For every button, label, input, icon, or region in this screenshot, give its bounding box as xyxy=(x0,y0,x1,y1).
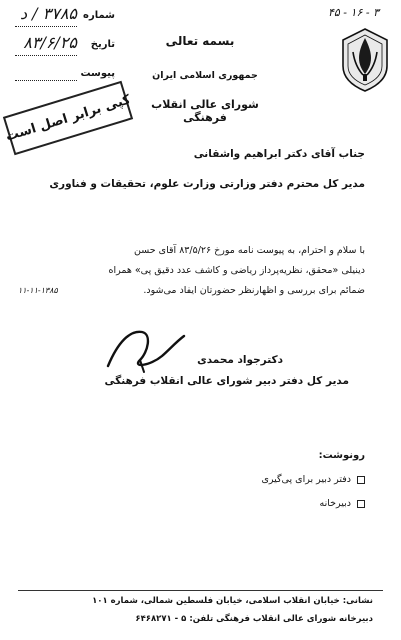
emblem-icon xyxy=(335,26,395,94)
reference-attachment-label: پیوست xyxy=(80,68,115,79)
reference-attachment-line xyxy=(15,80,77,81)
reference-date-label: تاریخ xyxy=(90,39,115,50)
reference-date-line xyxy=(15,55,77,56)
reference-number-line xyxy=(15,26,77,27)
letterhead-line2: شورای عالی انقلاب فرهنگی xyxy=(151,98,259,124)
body-marginal-date: ۱۱-۱۱-۱۳۸۵ xyxy=(18,286,58,295)
corner-note: ۳ - ۱۶ - ۴۵ xyxy=(327,6,379,19)
body-line-2: دینیلی «محقق، نظریه‌پرداز ریاضی و کاشف عدد دقیق پی» همراه xyxy=(108,265,365,276)
footer-divider xyxy=(18,590,383,591)
letterhead-invocation: بسمه تعالی xyxy=(165,34,235,48)
signatory-name: دکترجواد محمدی xyxy=(197,354,283,366)
recipient-title: مدیر کل محترم دفتر وزارتی وزارت علوم، تحقیقات و فناوری xyxy=(49,178,365,190)
recipient-name: جناب آقای دکتر ابراهیم واشقانی xyxy=(193,148,365,160)
signature-mark xyxy=(100,322,200,376)
cc-item xyxy=(320,498,366,509)
certified-copy-stamp xyxy=(3,81,133,156)
body-line-1: با سلام و احترام، به پیوست نامه مورخ ۸۳/۵/۲۶ آقای حسن xyxy=(134,245,365,256)
footer-phone: دبیرخانه شورای عالی انقلاب فرهنگی تلفن: ۵ - ۶۴۶۸۲۷۱ xyxy=(135,614,373,624)
footer-address: نشانی: خیابان انقلاب اسلامی، خیابان فلسطین شمالی، شماره ۱۰۱ xyxy=(92,596,373,606)
cc-heading: رونوشت: xyxy=(318,450,365,461)
cc-item-label: دفتر دبیر برای پی‌گیری xyxy=(261,474,351,485)
cc-bullet-icon xyxy=(357,500,365,508)
stamp-text: کپی برابر اصل است xyxy=(3,91,133,145)
letterhead-line1: جمهوری اسلامی ایران xyxy=(152,70,258,81)
cc-bullet-icon xyxy=(357,476,365,484)
cc-item-label: دبیرخانه xyxy=(319,498,351,509)
cc-item xyxy=(261,474,365,485)
signatory-title: مدیر کل دفتر دبیر شورای عالی انقلاب فرهنگی xyxy=(104,375,349,387)
reference-date-value: ۸۳/۶/۲۵ xyxy=(23,33,77,52)
body-line-3: ضمائم برای بررسی و اظهارنظر حضورتان ایفاد می‌شود. xyxy=(143,285,365,296)
reference-number-label: شماره xyxy=(83,10,115,21)
reference-number-value: ۳۷۸۵ / د xyxy=(19,4,77,23)
